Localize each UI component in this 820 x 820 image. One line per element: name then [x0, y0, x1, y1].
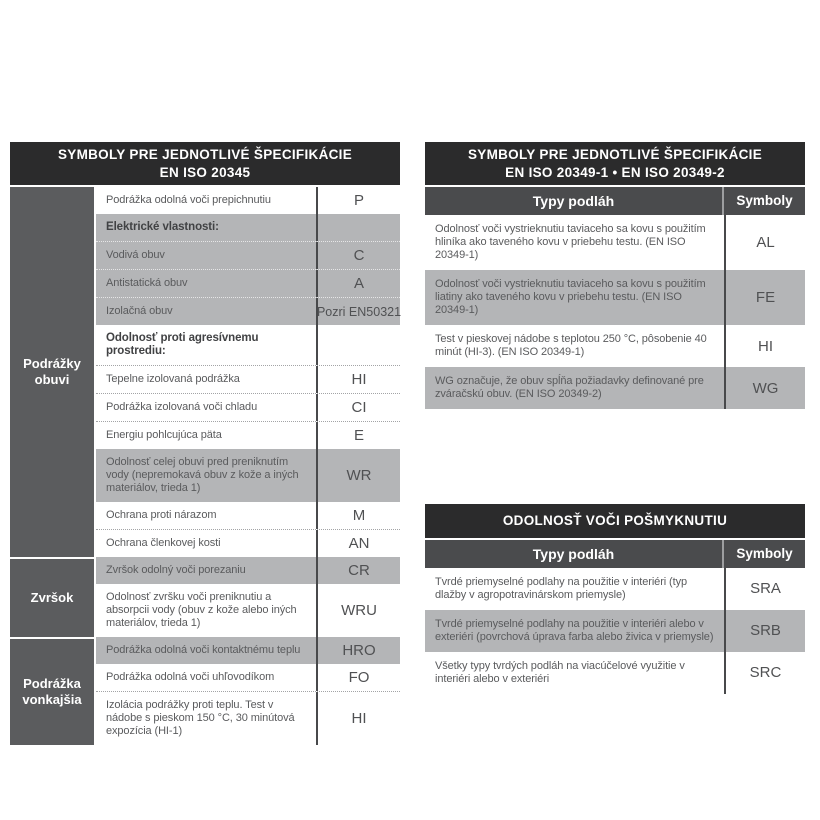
row-group-label: Podrážky obuvi [10, 187, 94, 557]
left-table-section [10, 637, 400, 745]
table-row [96, 584, 400, 637]
row-description: Antistatická obuv [106, 277, 188, 289]
table-row [425, 325, 805, 367]
row-symbol [316, 214, 400, 241]
row-description: Podrážka izolovaná voči chladu [106, 401, 258, 413]
table-row [96, 449, 400, 502]
row-symbol: C [316, 242, 400, 269]
row-description: Zvršok odolný voči porezaniu [106, 564, 246, 576]
row-description: Test v pieskovej nádobe s teplotou 250 °C, pôsobenie 40 minút (HI-3). (EN ISO 20349-1) [435, 333, 707, 358]
table-row [96, 242, 400, 270]
row-description: Všetky typy tvrdých podláh na viacúčelové využitie v interiéri alebo v exteriéri [435, 659, 685, 685]
row-symbol: A [316, 270, 400, 297]
row-description: Podrážka odolná voči prepichnutiu [106, 194, 271, 206]
row-symbol: SRB [724, 610, 805, 652]
table-row [425, 652, 805, 694]
table-row [425, 215, 805, 270]
table-row [96, 692, 400, 745]
row-symbol: SRC [724, 652, 805, 694]
row-symbol: CI [316, 394, 400, 421]
table-en-iso-20345 [10, 142, 400, 745]
left-table-section-rows [96, 637, 400, 745]
right-table-1-header [425, 142, 805, 185]
table-row [96, 187, 400, 214]
table-row [425, 367, 805, 409]
row-group-label: Zvršok [10, 557, 94, 637]
column-header-floor-types: Typy podláh [532, 193, 615, 209]
row-symbol [316, 325, 400, 365]
right-column [425, 142, 805, 694]
table-row [425, 568, 805, 610]
row-description: Odolnosť voči vystrieknutiu taviaceho sa kovu s použitím liatiny ako taveného kovu v priebehu testu. (EN ISO 20349-1) [435, 278, 706, 316]
left-table-title-line2: EN ISO 20345 [159, 164, 251, 180]
right-table-1-body [425, 215, 805, 409]
row-description: Odolnosť zvršku voči preniknutiu a absorpcii vody (obuv z kože alebo iných materiálov, trieda 1) [106, 591, 297, 629]
row-description: Ochrana proti nárazom [106, 509, 217, 521]
table-row [96, 325, 400, 366]
row-symbol: P [316, 187, 400, 214]
row-symbol: WG [724, 367, 805, 409]
row-symbol: WRU [316, 584, 400, 637]
table-row [96, 502, 400, 530]
left-table-section [10, 557, 400, 637]
row-symbol: HI [724, 325, 805, 367]
right-table-1-column-headers [425, 187, 805, 215]
row-description: Odolnosť voči vystrieknutiu taviaceho sa kovu s použitím hliníka ako taveného kovu v priebehu testu. (EN ISO 20349-1) [435, 223, 706, 261]
left-table-title-line1: SYMBOLY PRE JEDNOTLIVÉ ŠPECIFIKÁCIE [57, 147, 353, 162]
column-header-symbols: Symboly [722, 187, 805, 215]
left-table-section-rows [96, 557, 400, 637]
row-symbol: HI [316, 692, 400, 745]
row-description: Izolácia podrážky proti teplu. Test v nádobe s pieskom 150 °C, 30 minútová expozícia (HI-1) [106, 699, 295, 737]
table-row [96, 366, 400, 394]
row-symbol: E [316, 422, 400, 449]
table-row [96, 270, 400, 298]
table-row [96, 422, 400, 449]
column-header-symbols: Symboly [722, 540, 805, 568]
row-symbol: HRO [316, 637, 400, 664]
table-en-iso-20349 [425, 142, 805, 409]
table-row [96, 298, 400, 325]
right-table-2-header [425, 504, 805, 538]
right-table-2-body [425, 568, 805, 694]
row-description: Elektrické vlastnosti: [106, 221, 219, 233]
row-description: Podrážka odolná voči kontaktnému teplu [106, 644, 301, 656]
table-row [96, 557, 400, 584]
left-table-section [10, 187, 400, 557]
row-symbol: Pozri EN50321 [316, 298, 400, 325]
row-description: Tepelne izolovaná podrážka [106, 373, 240, 385]
table-row [96, 214, 400, 242]
right-table-2-column-headers [425, 540, 805, 568]
row-symbol: AN [316, 530, 400, 557]
left-table-body [10, 187, 400, 745]
table-row [96, 664, 400, 692]
left-table-header [10, 142, 400, 185]
row-symbol: M [316, 502, 400, 529]
row-description: Podrážka odolná voči uhľovodíkom [106, 671, 275, 683]
row-description: Odolnosť celej obuvi pred preniknutím vody (nepremokavá obuv z kože a iných materiálov, trieda 1) [106, 456, 299, 494]
right-table-1-title-line1: SYMBOLY PRE JEDNOTLIVÉ ŠPECIFIKÁCIE [467, 147, 763, 162]
row-symbol: SRA [724, 568, 805, 610]
row-description: Vodivá obuv [106, 249, 165, 261]
row-description: Tvrdé priemyselné podlahy na použitie v interiéri alebo v exteriéri (povrchová úprava farba alebo živica v priemysle) [435, 617, 714, 643]
left-table-section-rows [96, 187, 400, 557]
row-symbol: CR [316, 557, 400, 584]
table-slip-resistance [425, 504, 805, 694]
row-symbol: WR [316, 449, 400, 502]
row-symbol: FO [316, 664, 400, 691]
row-symbol: HI [316, 366, 400, 393]
row-description: WG označuje, že obuv spĺňa požiadavky definované pre zváračskú obuv. (EN ISO 20349-2) [435, 375, 704, 400]
row-description: Energiu pohlcujúca päta [106, 429, 222, 441]
row-description: Ochrana členkovej kosti [106, 537, 221, 549]
table-row [425, 610, 805, 652]
table-row [96, 394, 400, 422]
row-symbol: AL [724, 215, 805, 270]
table-row [96, 530, 400, 557]
row-symbol: FE [724, 270, 805, 325]
column-header-floor-types: Typy podláh [532, 545, 615, 562]
right-table-1-title-line2: EN ISO 20349-1 • EN ISO 20349-2 [505, 164, 725, 180]
row-group-label: Podrážka vonkajšia [10, 637, 94, 745]
row-description: Odolnosť proti agresívnemu prostrediu: [106, 332, 259, 357]
right-table-2-title: ODOLNOSŤ VOČI POŠMYKNUTIU [502, 513, 728, 528]
row-description: Tvrdé priemyselné podlahy na použitie v interiéri (typ dlažby v agropotravinárskom priemysle) [435, 575, 687, 601]
row-description: Izolačná obuv [106, 305, 173, 317]
table-row [425, 270, 805, 325]
table-row [96, 637, 400, 664]
